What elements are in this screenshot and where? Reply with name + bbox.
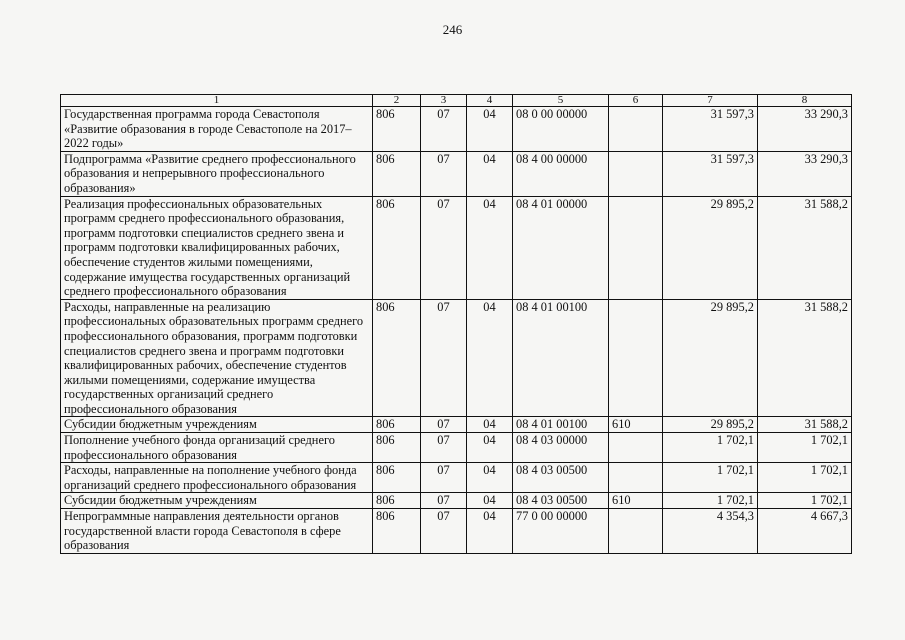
- expense-type-cell: [609, 107, 663, 152]
- target-article-cell: 08 4 00 00000: [513, 151, 609, 196]
- column-header: 5: [513, 95, 609, 107]
- amount-year2-cell: 31 588,2: [758, 417, 852, 433]
- amount-year2-cell: 1 702,1: [758, 463, 852, 493]
- amount-year1-cell: 29 895,2: [663, 417, 758, 433]
- section-code-cell: 07: [421, 433, 467, 463]
- section-code-cell: 07: [421, 151, 467, 196]
- expense-type-cell: [609, 509, 663, 554]
- row-name-cell: Реализация профессиональных образовательных программ среднего профессионального образования, программ подготовки специалистов среднего звена и программ подготовки квалифицированных рабочих, обеспечение студентов жилыми помещениями, содержание имущества государственных организаций среднего профессионального образования: [61, 196, 373, 299]
- column-header: 7: [663, 95, 758, 107]
- table-row: [61, 493, 852, 509]
- amount-year2-cell: 4 667,3: [758, 509, 852, 554]
- expense-type-cell: [609, 196, 663, 299]
- table-row: [61, 463, 852, 493]
- table-row: [61, 299, 852, 417]
- section-code-cell: 07: [421, 509, 467, 554]
- ministry-code-cell: 806: [373, 493, 421, 509]
- expense-type-cell: [609, 151, 663, 196]
- target-article-cell: 08 4 01 00000: [513, 196, 609, 299]
- expense-type-cell: 610: [609, 417, 663, 433]
- target-article-cell: 08 4 03 00500: [513, 493, 609, 509]
- amount-year2-cell: 33 290,3: [758, 107, 852, 152]
- amount-year2-cell: 1 702,1: [758, 493, 852, 509]
- table-row: [61, 196, 852, 299]
- amount-year1-cell: 1 702,1: [663, 493, 758, 509]
- row-name-cell: Субсидии бюджетным учреждениям: [61, 417, 373, 433]
- row-name-cell: Расходы, направленные на реализацию профессиональных образовательных программ среднего профессионального образования, программ подготовки специалистов среднего звена и программ подготовки квалифицированных рабочих, обеспечение студентов жилыми помещениями, содержание имущества государственных организаций среднего профессионального образования: [61, 299, 373, 417]
- amount-year2-cell: 1 702,1: [758, 433, 852, 463]
- subsection-code-cell: 04: [467, 196, 513, 299]
- amount-year2-cell: 33 290,3: [758, 151, 852, 196]
- target-article-cell: 08 4 03 00000: [513, 433, 609, 463]
- ministry-code-cell: 806: [373, 196, 421, 299]
- target-article-cell: 08 4 01 00100: [513, 299, 609, 417]
- amount-year1-cell: 1 702,1: [663, 463, 758, 493]
- expense-type-cell: [609, 299, 663, 417]
- table-header-row: [61, 95, 852, 107]
- row-name-cell: Подпрограмма «Развитие среднего профессионального образования и непрерывного профессионального образования»: [61, 151, 373, 196]
- target-article-cell: 08 4 01 00100: [513, 417, 609, 433]
- column-header: 8: [758, 95, 852, 107]
- row-name-cell: Государственная программа города Севастополя «Развитие образования в городе Севастополе на 2017–2022 годы»: [61, 107, 373, 152]
- table-row: [61, 151, 852, 196]
- target-article-cell: 08 0 00 00000: [513, 107, 609, 152]
- table-row: [61, 433, 852, 463]
- section-code-cell: 07: [421, 493, 467, 509]
- amount-year2-cell: 31 588,2: [758, 196, 852, 299]
- amount-year2-cell: 31 588,2: [758, 299, 852, 417]
- amount-year1-cell: 31 597,3: [663, 151, 758, 196]
- expense-type-cell: 610: [609, 493, 663, 509]
- row-name-cell: Непрограммные направления деятельности органов государственной власти города Севастополя в сфере образования: [61, 509, 373, 554]
- target-article-cell: 77 0 00 00000: [513, 509, 609, 554]
- ministry-code-cell: 806: [373, 107, 421, 152]
- column-header: 2: [373, 95, 421, 107]
- expense-type-cell: [609, 463, 663, 493]
- subsection-code-cell: 04: [467, 417, 513, 433]
- ministry-code-cell: 806: [373, 151, 421, 196]
- subsection-code-cell: 04: [467, 493, 513, 509]
- subsection-code-cell: 04: [467, 509, 513, 554]
- row-name-cell: Расходы, направленные на пополнение учебного фонда организаций среднего профессионального образования: [61, 463, 373, 493]
- row-name-cell: Пополнение учебного фонда организаций среднего профессионального образования: [61, 433, 373, 463]
- ministry-code-cell: 806: [373, 463, 421, 493]
- column-header: 1: [61, 95, 373, 107]
- section-code-cell: 07: [421, 417, 467, 433]
- subsection-code-cell: 04: [467, 107, 513, 152]
- section-code-cell: 07: [421, 299, 467, 417]
- subsection-code-cell: 04: [467, 433, 513, 463]
- section-code-cell: 07: [421, 463, 467, 493]
- amount-year1-cell: 29 895,2: [663, 299, 758, 417]
- column-header: 6: [609, 95, 663, 107]
- table-row: [61, 509, 852, 554]
- column-header: 3: [421, 95, 467, 107]
- ministry-code-cell: 806: [373, 299, 421, 417]
- subsection-code-cell: 04: [467, 299, 513, 417]
- page-number: 246: [442, 22, 463, 37]
- subsection-code-cell: 04: [467, 463, 513, 493]
- table-row: [61, 107, 852, 152]
- amount-year1-cell: 29 895,2: [663, 196, 758, 299]
- ministry-code-cell: 806: [373, 509, 421, 554]
- row-name-cell: Субсидии бюджетным учреждениям: [61, 493, 373, 509]
- expense-type-cell: [609, 433, 663, 463]
- table-row: [61, 417, 852, 433]
- ministry-code-cell: 806: [373, 417, 421, 433]
- section-code-cell: 07: [421, 196, 467, 299]
- amount-year1-cell: 31 597,3: [663, 107, 758, 152]
- amount-year1-cell: 4 354,3: [663, 509, 758, 554]
- section-code-cell: 07: [421, 107, 467, 152]
- column-header: 4: [467, 95, 513, 107]
- amount-year1-cell: 1 702,1: [663, 433, 758, 463]
- subsection-code-cell: 04: [467, 151, 513, 196]
- ministry-code-cell: 806: [373, 433, 421, 463]
- budget-table: [60, 94, 852, 554]
- target-article-cell: 08 4 03 00500: [513, 463, 609, 493]
